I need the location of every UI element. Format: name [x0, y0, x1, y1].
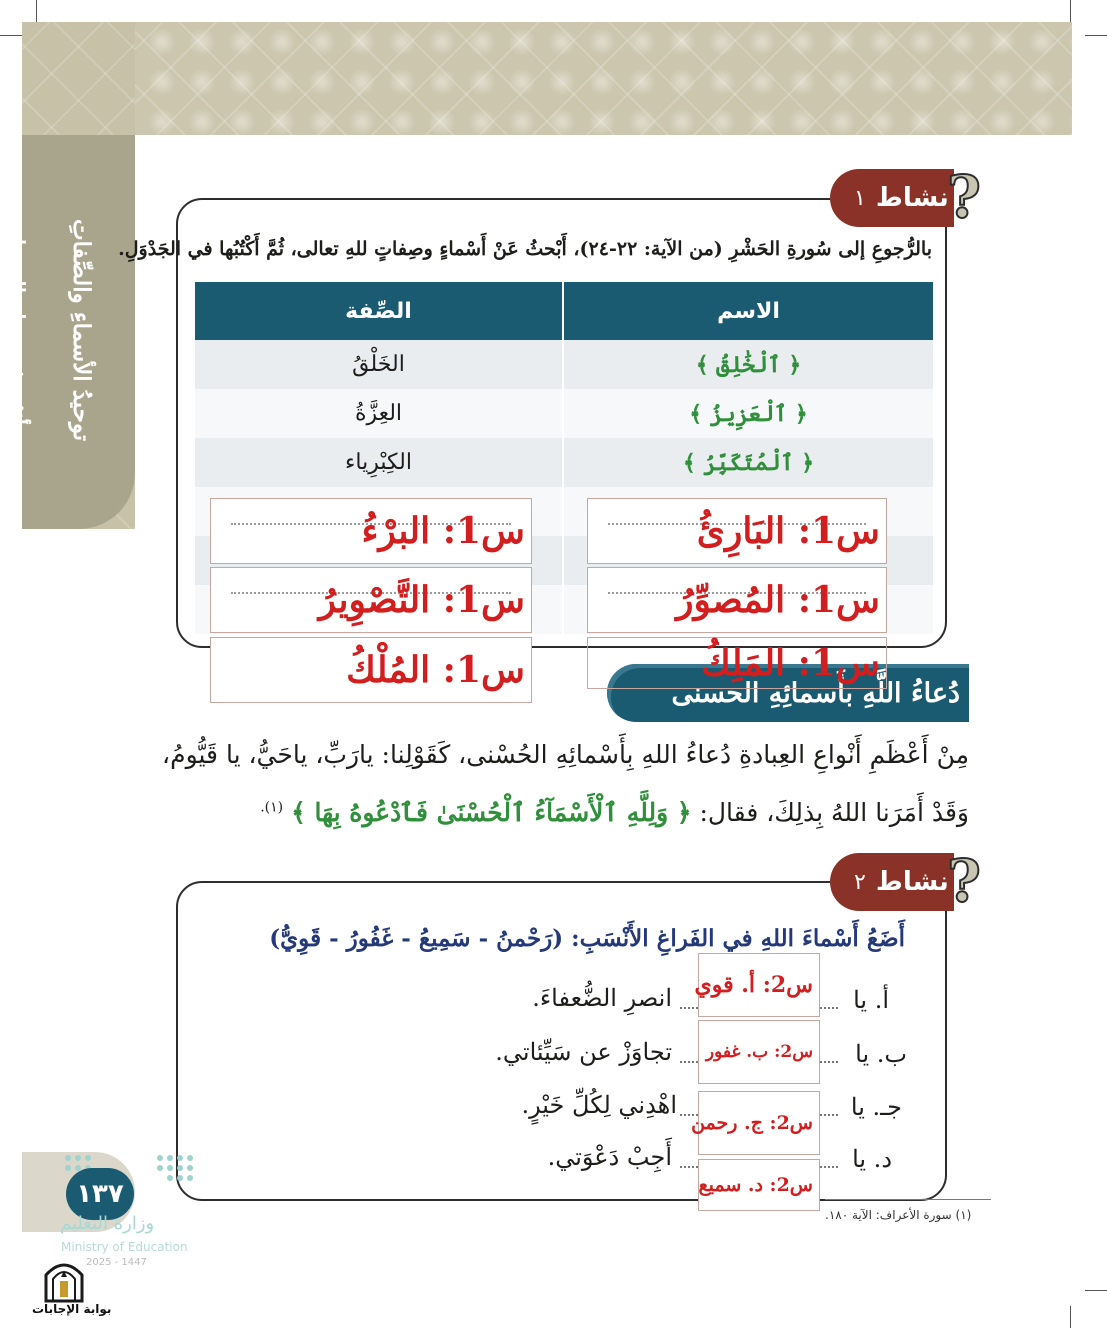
answer-box-activity2[interactable]: [698, 1159, 820, 1211]
page-number: ١٣٧: [66, 1168, 134, 1220]
section-title: دُعاءُ اللَّهِ بأَسمائِهِ الحسنى: [671, 678, 960, 709]
activity1-number: ١: [854, 185, 866, 211]
answer-text: س2: ب. غفور: [705, 1042, 813, 1062]
crop-mark: [0, 35, 22, 36]
activity1-tab: [830, 169, 954, 227]
question-mark-icon: ?: [947, 163, 981, 231]
activity2-label: نشاط: [875, 867, 949, 897]
attribute-cell: العِزَّةُ: [194, 389, 563, 438]
answer-box-attribute[interactable]: [210, 498, 532, 564]
table-header-attribute: الصِّفة: [194, 282, 563, 340]
fill-suffix: انصرِ الضُّعفاءَ.: [532, 984, 672, 1012]
answer-box-attribute[interactable]: [210, 637, 532, 703]
table-header-name: الاسم: [563, 282, 933, 340]
activity1-instruction: بالرُّجوعِ إلى سُورةِ الحَشْرِ (من الآية: ٢٢-٢٤)، أَبْحثُ عَنْ أَسْماءٍ وصِفاتٍ للهِ تعالى، ثُمَّ أَكْتُبُها في الجَدْوَلِ.: [118, 238, 932, 260]
table-row: [194, 340, 933, 389]
chapter-title-line1: توحيدُ الأسماءِ والصِّفاتِ: [68, 218, 95, 442]
verse-text: ﴿ وَلِلَّهِ ٱلْأَسْمَآءُ ٱلْحُسْنَىٰ فَٱدْعُوهُ بِهَا ﴾: [291, 798, 692, 827]
fill-suffix: تجاوَزْ عن سَيِّئاتي.: [495, 1038, 672, 1066]
answer-box-activity2[interactable]: [694, 953, 820, 1017]
section-paragraph-line1: مِنْ أَعْظَمِ أَنْواعِ العِبادةِ دُعاءُ اللهِ بِأَسْمائِهِ الحُسْنى، كَقَوْلِنا: يارَبِّ، ياحَيُّ، يا قَيُّومُ،: [162, 740, 969, 769]
answer-box-name[interactable]: [587, 637, 887, 689]
crop-mark: [1085, 35, 1107, 36]
crop-mark: [1085, 1290, 1107, 1291]
answer-box-name[interactable]: [587, 567, 887, 633]
answer-box-activity2[interactable]: [691, 1091, 820, 1155]
crop-mark: [1070, 0, 1071, 22]
answer-text: س2: أ. قوي: [694, 972, 813, 998]
edition-year: 2025 - 1447: [86, 1257, 147, 1268]
chapter-title-line2: وأثرُه في حياةِ المسلمِ: [2, 223, 29, 437]
fill-suffix: اهْدِني لِكُلِّ خَيْرٍ.: [521, 1091, 677, 1119]
attribute-cell: الخَلْقُ: [194, 340, 563, 389]
fill-prefix: د. يا: [852, 1145, 892, 1173]
name-cell: ﴿ ٱلْمُتَكَبِّرُ ﴾: [563, 438, 933, 487]
ministry-name-en: Ministry of Education: [61, 1240, 188, 1254]
activity1-label: نشاط: [875, 183, 949, 213]
answers-gate-text: بوابة الإجابات: [32, 1302, 112, 1316]
footnote: (١) سورة الأعراف: الآية ١٨٠.: [825, 1208, 972, 1222]
answer-box-name[interactable]: [587, 498, 887, 564]
answer-text: س2: د. سميع: [698, 1174, 813, 1196]
answer-box-activity2[interactable]: [698, 1020, 820, 1084]
answer-text: س1: المُلْكُ: [346, 649, 525, 691]
table-row: [194, 438, 933, 487]
crop-mark: [1070, 1306, 1071, 1328]
footnote-divider: [825, 1199, 991, 1200]
answer-text: س1: المُصوِّرُ: [676, 579, 880, 621]
answer-text: س1: التَّصْوِيرُ: [318, 579, 525, 621]
paragraph-line2-start: وَقَدْ أَمَرَنا اللهُ بِذلِكَ، فقال:: [699, 798, 969, 827]
fill-prefix: ب. يا: [855, 1040, 907, 1068]
question-mark-icon: ?: [947, 847, 981, 915]
answers-gate-logo-icon: [42, 1257, 86, 1303]
name-cell: ﴿ ٱلْعَزِيزُ ﴾: [563, 389, 933, 438]
answer-text: س1: المَلِكُ: [701, 642, 880, 684]
fill-prefix: جـ. يا: [850, 1093, 902, 1121]
footnote-marker: (١).: [260, 799, 284, 816]
section-paragraph-line2: [260, 798, 969, 827]
activity2-instruction: أَضَعُ أَسْماءَ اللهِ في الفَراغِ الأَنْسَبِ: (رَحْمنُ - سَمِيعُ - غَفُورُ - قَوِيُّ): [269, 925, 905, 952]
attribute-cell: الكِبْرِياء: [194, 438, 563, 487]
activity2-number: ٢: [854, 869, 866, 895]
fill-prefix: أ. يا: [853, 986, 889, 1014]
answer-box-attribute[interactable]: [210, 567, 532, 633]
ministry-name-ar: وزارة التعليم: [60, 1213, 155, 1234]
table-row: [194, 389, 933, 438]
name-cell: ﴿ ٱلْخَٰلِقُ ﴾: [563, 340, 933, 389]
activity2-tab: [830, 853, 954, 911]
header-pattern-band: [22, 22, 1072, 135]
answer-text: س1: البَارِئُ: [696, 510, 880, 552]
crop-mark: [36, 0, 37, 22]
answer-text: س2: ج. رحمن: [691, 1112, 813, 1134]
fill-suffix: أَجِبْ دَعْوَتي.: [547, 1143, 672, 1171]
chapter-title: [2, 140, 131, 520]
answer-text: س1: البرْءُ: [361, 510, 525, 552]
